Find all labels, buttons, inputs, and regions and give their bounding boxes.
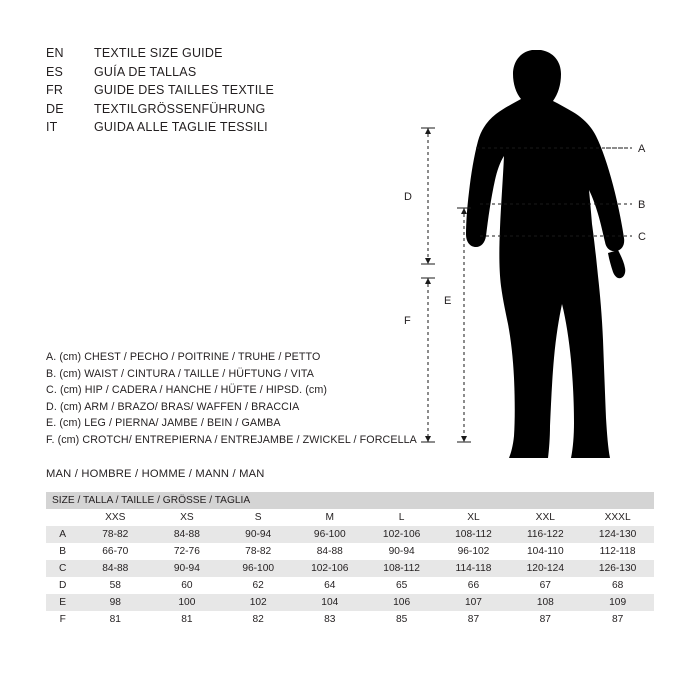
cell-f-xxxl: 87 [581, 611, 654, 628]
dimension-label-e: E [444, 295, 452, 307]
row-label-d: D [46, 577, 79, 594]
cell-a-l: 102-106 [366, 526, 438, 543]
title-lang-it: IT [46, 120, 58, 134]
table-row [46, 526, 654, 543]
cell-f-xl: 87 [438, 611, 510, 628]
title-row-es [46, 63, 376, 82]
column-header-m: M [294, 509, 366, 526]
title-row-de [46, 100, 376, 119]
cell-e-xxxl: 109 [581, 594, 654, 611]
cell-d-xxl: 67 [509, 577, 581, 594]
cell-e-xxs: 98 [79, 594, 151, 611]
cell-f-m: 83 [294, 611, 366, 628]
row-label-f: F [46, 611, 79, 628]
cell-b-xl: 96-102 [438, 543, 510, 560]
male-figure-illustration [380, 28, 680, 478]
cell-a-xxxl: 124-130 [581, 526, 654, 543]
cell-f-xs: 81 [151, 611, 222, 628]
column-header-blank [46, 509, 79, 526]
cell-f-l: 85 [366, 611, 438, 628]
cell-f-s: 82 [223, 611, 294, 628]
row-label-e: E [46, 594, 79, 611]
column-header-xxs: XXS [79, 509, 151, 526]
title-lang-de: DE [46, 101, 64, 116]
legend-line-f: F. (cm) CROTCH/ ENTREPIERNA / ENTREJAMBE / ZWICKEL / FORCELLA [46, 433, 417, 446]
title-lang-en: EN [46, 46, 64, 60]
title-row-en [46, 44, 376, 63]
cell-d-xxxl: 68 [581, 577, 654, 594]
row-label-a: A [46, 526, 79, 543]
column-header-l: L [366, 509, 438, 526]
legend-line-d: D. (cm) ARM / BRAZO/ BRAS/ WAFFEN / BRACCIA [46, 400, 300, 413]
cell-b-xxs: 66-70 [79, 543, 151, 560]
legend-line-c: C. (cm) HIP / CADERA / HANCHE / HÜFTE / HIPSD. (cm) [46, 384, 328, 397]
legend-line-e: E. (cm) LEG / PIERNA/ JAMBE / BEIN / GAMBA [46, 417, 281, 430]
title-row-it [46, 118, 376, 137]
column-header-xs: XS [151, 509, 222, 526]
cell-e-xs: 100 [151, 594, 222, 611]
table-row [46, 543, 654, 560]
row-label-c: C [46, 560, 79, 577]
crotch-dimension-line [421, 278, 435, 442]
title-row-fr [46, 81, 376, 100]
cell-a-xl: 108-112 [438, 526, 510, 543]
marker-label-c: C [638, 231, 646, 243]
cell-c-l: 108-112 [366, 560, 438, 577]
cell-a-xxl: 116-122 [509, 526, 581, 543]
cell-c-s: 96-100 [223, 560, 294, 577]
cell-d-xxs: 58 [79, 577, 151, 594]
title-text-en: TEXTILE SIZE GUIDE [94, 46, 223, 60]
table-row [46, 611, 654, 628]
column-header-xxxl: XXXL [581, 509, 654, 526]
table-header-band [46, 492, 654, 509]
cell-a-m: 96-100 [294, 526, 366, 543]
cell-e-m: 104 [294, 594, 366, 611]
size-table [46, 492, 654, 628]
cell-d-l: 65 [366, 577, 438, 594]
gender-label: MAN / HOMBRE / HOMME / MANN / MAN [46, 468, 265, 480]
column-header-xl: XL [438, 509, 510, 526]
cell-f-xxl: 87 [509, 611, 581, 628]
title-lang-es: ES [46, 64, 64, 79]
cell-d-xs: 60 [151, 577, 222, 594]
title-lang-fr: FR [46, 83, 64, 97]
cell-e-xxl: 108 [509, 594, 581, 611]
table-row [46, 560, 654, 577]
marker-label-a: A [638, 143, 646, 155]
cell-a-xxs: 78-82 [79, 526, 151, 543]
title-text-es: GUÍA DE TALLAS [94, 64, 197, 79]
table-row [46, 594, 654, 611]
cell-e-xl: 107 [438, 594, 510, 611]
arm-dimension-line [421, 128, 435, 264]
title-text-de: TEXTILGRÖSSENFÜHRUNG [94, 101, 266, 116]
cell-b-m: 84-88 [294, 543, 366, 560]
cell-d-s: 62 [223, 577, 294, 594]
cell-b-xxl: 104-110 [509, 543, 581, 560]
table-column-headers [46, 509, 654, 526]
cell-e-s: 102 [223, 594, 294, 611]
table-header-label: SIZE / TALLA / TAILLE / GRÖSSE / TAGLIA [46, 492, 654, 509]
cell-b-s: 78-82 [223, 543, 294, 560]
man-silhouette [466, 50, 625, 458]
cell-a-s: 90-94 [223, 526, 294, 543]
cell-c-m: 102-106 [294, 560, 366, 577]
size-table-container [46, 492, 654, 628]
cell-c-xl: 114-118 [438, 560, 510, 577]
cell-f-xxs: 81 [79, 611, 151, 628]
title-text-it: GUIDA ALLE TAGLIE TESSILI [94, 120, 268, 134]
cell-c-xxl: 120-124 [509, 560, 581, 577]
cell-c-xs: 90-94 [151, 560, 222, 577]
cell-d-xl: 66 [438, 577, 510, 594]
legend-line-b: B. (cm) WAIST / CINTURA / TAILLE / HÜFTUNG / VITA [46, 367, 314, 380]
title-block [46, 44, 376, 137]
title-text-fr: GUIDE DES TAILLES TEXTILE [94, 83, 275, 97]
legend-line-a: A. (cm) CHEST / PECHO / POITRINE / TRUHE / PETTO [46, 351, 321, 363]
cell-e-l: 106 [366, 594, 438, 611]
cell-c-xxxl: 126-130 [581, 560, 654, 577]
cell-b-xs: 72-76 [151, 543, 222, 560]
column-header-xxl: XXL [509, 509, 581, 526]
cell-a-xs: 84-88 [151, 526, 222, 543]
dimension-label-d: D [404, 191, 412, 203]
cell-d-m: 64 [294, 577, 366, 594]
marker-label-b: B [638, 199, 646, 211]
cell-b-l: 90-94 [366, 543, 438, 560]
cell-c-xxs: 84-88 [79, 560, 151, 577]
dimension-label-f: F [404, 315, 411, 327]
table-row [46, 577, 654, 594]
row-label-b: B [46, 543, 79, 560]
column-header-s: S [223, 509, 294, 526]
cell-b-xxxl: 112-118 [581, 543, 654, 560]
